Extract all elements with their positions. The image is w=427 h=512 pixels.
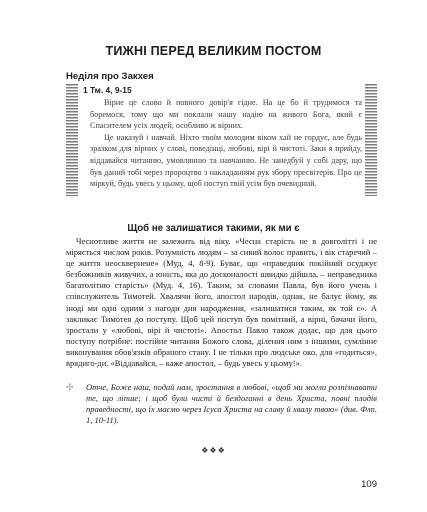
scripture-text [90, 97, 362, 190]
section-title: ТИЖНІ ПЕРЕД ВЕЛИКИМ ПОСТОМ [105, 44, 322, 58]
cross-icon: ✣ [66, 382, 74, 392]
page-number: 109 [361, 479, 377, 490]
scripture-paragraph-2: Це наказуй і навчай. Ніхто твоїм молодим віком хай не гордує, але будь зразком для вірних у слові, поведінці, любові, вірі й чистоті. Заки я прийду, віддавайся читанню, умовлянню та навчанню. Не занедбуй у собі дару, що був даний тобі через пророцтво з накладанням рук збору пресвітерів. Про це міркуй, будь увесь у цьому, щоб поступ твій усім був очевидний. [90, 132, 362, 189]
reflection-body [66, 236, 377, 369]
scripture-paragraph-1: Вірне це слово й повного довір'я гідне. На це бо й трудимося та боремося, тому що ми поклали нашу надію на живого Бога, який є Спасителем усіх людей, особливо ж вірних. [90, 98, 362, 131]
reading-reference: 1 Тм. 4, 9-15 [83, 85, 132, 95]
scripture-right-hatch [365, 84, 377, 196]
prayer-text: Отче, Боже наш, подай нам, зростання в любові, «щоб ми могли розпізнавати те, що ліпше; і щоб були чисті й бездоганні в день Христа, повні плодів праведності, що їх маємо через Ісуса Христа на славу й хвалу твою» (див. Флп. 1, 10-11). [86, 382, 377, 426]
scripture-box [66, 84, 377, 197]
scripture-left-hatch [66, 84, 78, 196]
reflection-paragraph: Чеснотливе життя не залежить від віку. «Чесна старість не в довголітті і не міряється числом років. Розумність людям – за сивий волос править, і вік старечий – це життя неосквернене» (Муд. 4, 8-9). Буває, що «праведник покійний осуджує безбожників живучих, а юність, яка до досконалості швидко дійшла, – неправедника багатолітню старість» (Муд. 4, 16). Таким, за словами Павла, був його учень і співслужитель Тимотей. Хвалячи його, апостол народів, однак, не балує йому, як іноді ми одні одним з нагоди дня народження, «залишатися таким, як той є». А закликає Тимотея до поступу. Щоб цей поступ був помітний, а вірні, бачачи його, зростали у «любові, вірі й чистоті». Апостол Павло також додає, що для цього поступу потрібне: постійне читання Божого слова, ділення ним з іншими, сумлінне виконування обов'язків обраного стану. І не тільки про людське око, для «годиться», врядиго-ди. «Віддавайся, – каже апостол, – будь увесь у цьому!». [66, 236, 377, 369]
ornament-divider: ❖❖❖ [201, 446, 226, 455]
sunday-title: Неділя про Закхея [66, 71, 154, 82]
reflection-subtitle: Щоб не залишатися такими, як ми є [127, 223, 300, 234]
